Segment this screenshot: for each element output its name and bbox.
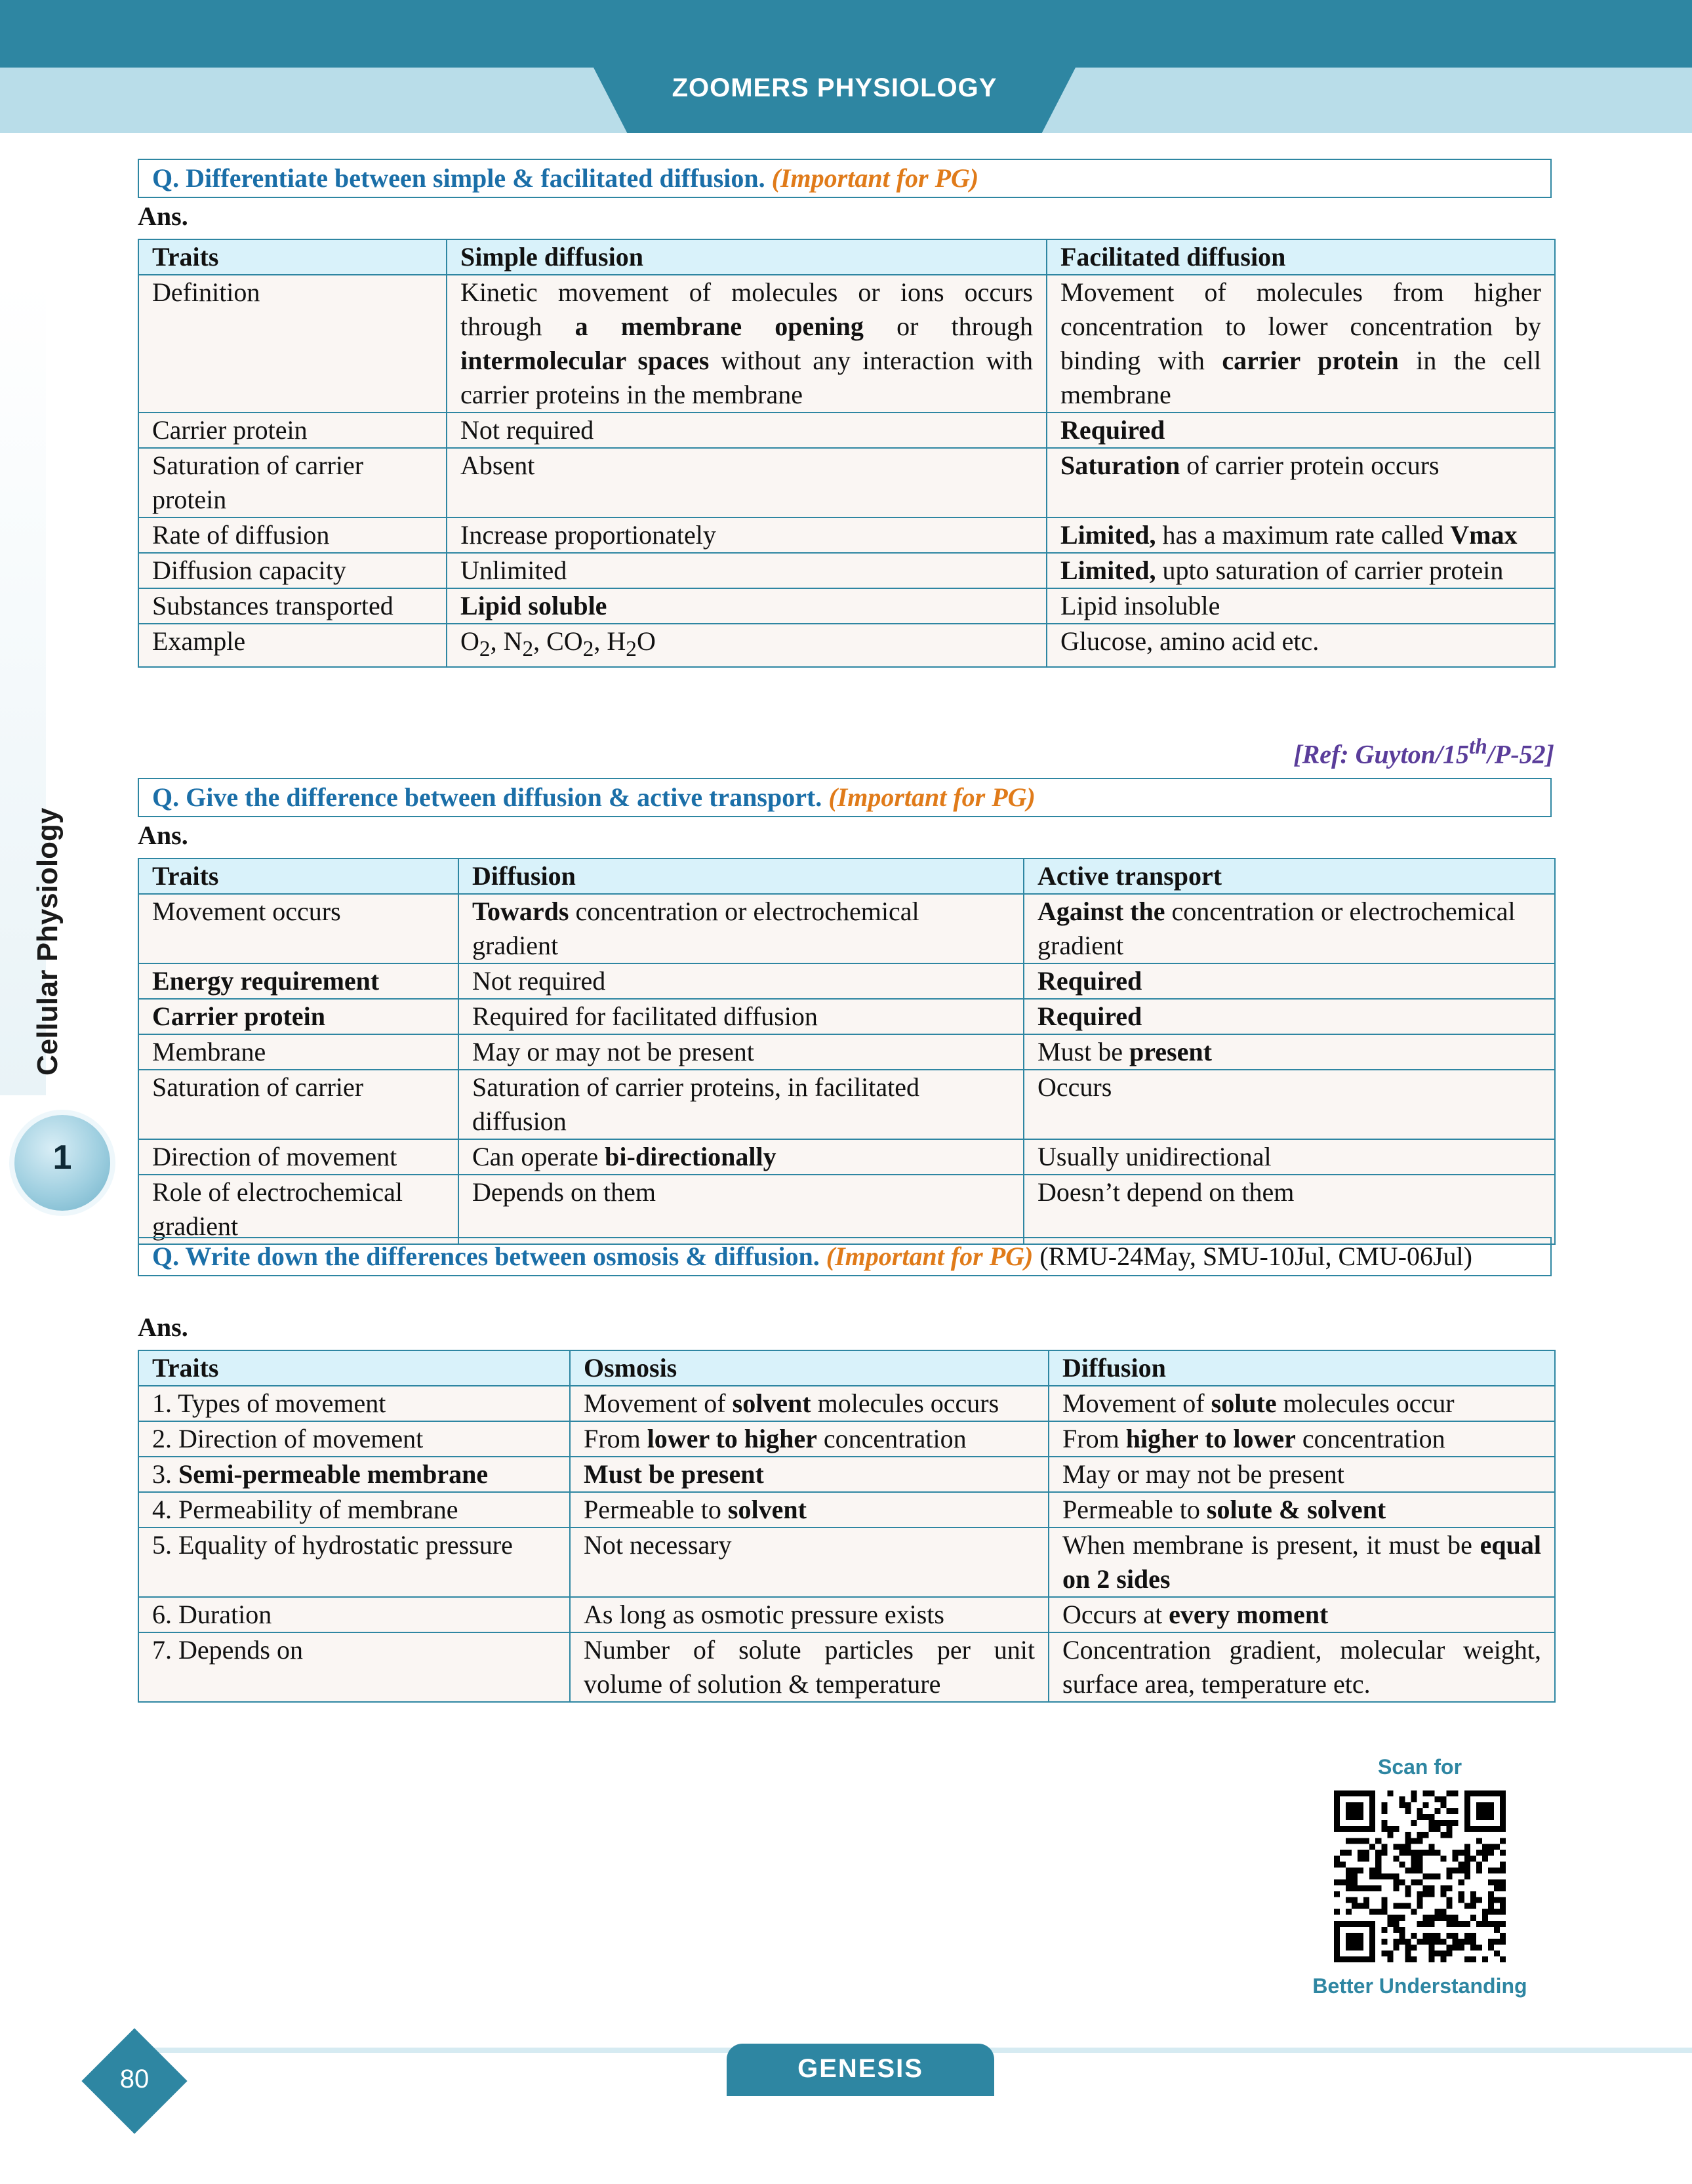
table-cell: Towards concentration or electrochemical gradient <box>458 894 1024 963</box>
chapter-number: 1 <box>52 1139 72 1177</box>
table-cell: Depends on them <box>458 1175 1024 1244</box>
table-row <box>138 624 1555 667</box>
table-row <box>138 517 1555 553</box>
answer-2-label: Ans. <box>138 820 188 850</box>
page-number: 80 <box>119 2065 150 2093</box>
table-cell: 1. Types of movement <box>138 1386 570 1421</box>
table-cell: Must be present <box>1024 1034 1555 1070</box>
table-cell: Carrier protein <box>138 999 458 1034</box>
table-2-col-active: Active transport <box>1024 859 1555 894</box>
table-cell: May or may not be present <box>458 1034 1024 1070</box>
table-cell: Movement of solvent molecules occurs <box>570 1386 1049 1421</box>
table-cell: Carrier protein <box>138 413 447 448</box>
table-row <box>138 1457 1555 1492</box>
answer-1-label: Ans. <box>138 201 188 231</box>
question-3-exams: (RMU-24May, SMU-10Jul, CMU-06Jul) <box>1039 1242 1472 1271</box>
question-1-tag: (Important for PG) <box>771 163 979 193</box>
table-cell: Direction of movement <box>138 1139 458 1175</box>
table-cell: Lipid soluble <box>447 588 1047 624</box>
table-cell: Saturation of carrier proteins, in facilitated diffusion <box>458 1070 1024 1139</box>
table-cell: Absent <box>447 448 1047 517</box>
table-cell: Substances transported <box>138 588 447 624</box>
table-cell: Definition <box>138 275 447 413</box>
table-1-col-simple: Simple diffusion <box>447 239 1047 275</box>
table-cell: Saturation of carrier protein <box>138 448 447 517</box>
table-row <box>138 1597 1555 1632</box>
table-row <box>138 275 1555 413</box>
table-cell: $O_2$, $N_2$, $CO_2$, $H_2O$ <box>447 624 1047 667</box>
table-row <box>138 894 1555 963</box>
table-cell: Permeable to solvent <box>570 1492 1049 1527</box>
table-cell: Unlimited <box>447 553 1047 588</box>
question-2-tag: (Important for PG) <box>828 782 1036 812</box>
table-cell: Against the concentration or electrochemical gradient <box>1024 894 1555 963</box>
question-2 <box>138 778 1552 817</box>
table-cell: May or may not be present <box>1049 1457 1555 1492</box>
table-cell: Occurs <box>1024 1070 1555 1139</box>
answer-3-label: Ans. <box>138 1312 188 1342</box>
table-1-col-facilitated: Facilitated diffusion <box>1047 239 1555 275</box>
table-cell: Permeable to solute & solvent <box>1049 1492 1555 1527</box>
table-cell: Lipid insoluble <box>1047 588 1555 624</box>
table-1 <box>138 239 1556 668</box>
question-1-text: Q. Differentiate between simple & facilitated diffusion. <box>152 163 765 193</box>
table-cell: 2. Direction of movement <box>138 1421 570 1457</box>
reference: [Ref: Guyton/15th/P-52] <box>1293 735 1554 769</box>
section-label: Cellular Physiology <box>31 807 64 1076</box>
table-row <box>138 1139 1555 1175</box>
table-row <box>138 1175 1555 1244</box>
table-1-col-traits: Traits <box>138 239 447 275</box>
table-cell: When membrane is present, it must be equal on 2 sides <box>1049 1527 1555 1597</box>
table-cell: Occurs at every moment <box>1049 1597 1555 1632</box>
table-cell: Number of solute particles per unit volume of solution & temperature <box>570 1632 1049 1702</box>
table-cell: 7. Depends on <box>138 1632 570 1702</box>
book-title: ZOOMERS PHYSIOLOGY <box>672 73 997 102</box>
question-2-text: Q. Give the difference between diffusion & active transport. <box>152 782 822 812</box>
question-3 <box>138 1237 1552 1276</box>
table-row <box>138 448 1555 517</box>
table-cell: Movement occurs <box>138 894 458 963</box>
table-cell: Not required <box>458 963 1024 999</box>
table-cell: Not required <box>447 413 1047 448</box>
table-cell: Example <box>138 624 447 667</box>
table-cell: Saturation of carrier protein occurs <box>1047 448 1555 517</box>
table-cell: Role of electrochemical gradient <box>138 1175 458 1244</box>
table-2-col-traits: Traits <box>138 859 458 894</box>
table-cell: Kinetic movement of molecules or ions occurs through a membrane opening or through intermolecular spaces without any interaction with carrier proteins in the membrane <box>447 275 1047 413</box>
table-cell: Not necessary <box>570 1527 1049 1597</box>
table-2-col-diffusion: Diffusion <box>458 859 1024 894</box>
table-cell: Glucose, amino acid etc. <box>1047 624 1555 667</box>
table-cell: Must be present <box>570 1457 1049 1492</box>
table-cell: Energy requirement <box>138 963 458 999</box>
table-cell: Required <box>1024 963 1555 999</box>
table-cell: Doesn’t depend on them <box>1024 1175 1555 1244</box>
table-row <box>138 963 1555 999</box>
table-cell: Increase proportionately <box>447 517 1047 553</box>
table-cell: Movement of molecules from higher concentration to lower concentration by binding with carrier protein in the cell membrane <box>1047 275 1555 413</box>
table-cell: From higher to lower concentration <box>1049 1421 1555 1457</box>
table-row <box>138 1632 1555 1702</box>
question-3-text: Q. Write down the differences between osmosis & diffusion. <box>152 1242 820 1271</box>
table-cell: From lower to higher concentration <box>570 1421 1049 1457</box>
table-row <box>138 588 1555 624</box>
table-cell: Saturation of carrier <box>138 1070 458 1139</box>
table-cell: Membrane <box>138 1034 458 1070</box>
table-cell: Usually unidirectional <box>1024 1139 1555 1175</box>
table-3-col-diffusion: Diffusion <box>1049 1350 1555 1386</box>
table-row <box>138 413 1555 448</box>
table-cell: Movement of solute molecules occur <box>1049 1386 1555 1421</box>
table-cell: Limited, has a maximum rate called Vmax <box>1047 517 1555 553</box>
table-cell: Diffusion capacity <box>138 553 447 588</box>
table-cell: Required <box>1047 413 1555 448</box>
table-3-col-traits: Traits <box>138 1350 570 1386</box>
qr-code-icon[interactable] <box>1334 1790 1506 1962</box>
table-cell: 5. Equality of hydrostatic pressure <box>138 1527 570 1597</box>
table-row <box>138 1386 1555 1421</box>
table-cell: Limited, upto saturation of carrier protein <box>1047 553 1555 588</box>
table-row <box>138 1421 1555 1457</box>
table-cell: Concentration gradient, molecular weight, surface area, temperature etc. <box>1049 1632 1555 1702</box>
table-cell: Required <box>1024 999 1555 1034</box>
table-cell: 4. Permeability of membrane <box>138 1492 570 1527</box>
table-cell: As long as osmotic pressure exists <box>570 1597 1049 1632</box>
header-bar <box>0 0 1692 68</box>
table-row <box>138 1070 1555 1139</box>
table-1-header <box>138 239 1555 275</box>
qr-bottom-label: Better Understanding <box>1312 1974 1527 1998</box>
table-cell: 6. Duration <box>138 1597 570 1632</box>
table-3 <box>138 1350 1556 1703</box>
table-cell: Required for facilitated diffusion <box>458 999 1024 1034</box>
table-row <box>138 1527 1555 1597</box>
table-cell: 3. Semi-permeable membrane <box>138 1457 570 1492</box>
table-row <box>138 999 1555 1034</box>
table-row <box>138 1034 1555 1070</box>
table-3-col-osmosis: Osmosis <box>570 1350 1049 1386</box>
table-3-header <box>138 1350 1555 1386</box>
table-row <box>138 1492 1555 1527</box>
table-cell: Can operate bi-directionally <box>458 1139 1024 1175</box>
question-3-tag: (Important for PG) <box>826 1242 1034 1271</box>
footer-brand: GENESIS <box>797 2054 923 2083</box>
qr-top-label: Scan for <box>1377 1755 1462 1779</box>
table-row <box>138 553 1555 588</box>
table-cell: Rate of diffusion <box>138 517 447 553</box>
question-1 <box>138 159 1552 198</box>
table-2-header <box>138 859 1555 894</box>
table-2 <box>138 858 1556 1245</box>
